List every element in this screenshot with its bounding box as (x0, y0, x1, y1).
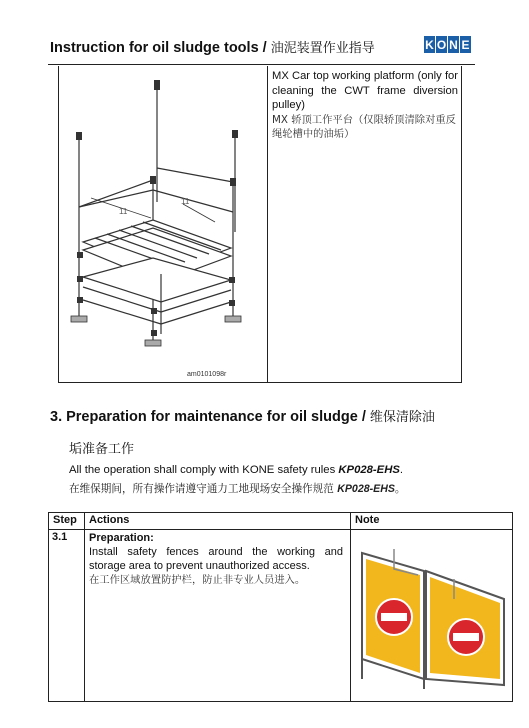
dim-label-left: 11 (119, 207, 128, 216)
header-note: Note (355, 514, 380, 526)
section-heading (50, 406, 435, 425)
column-divider (267, 66, 268, 382)
logo-letter: O (436, 37, 447, 52)
rule-code: KP028-EHS (338, 464, 400, 476)
safety-rule-en (69, 464, 403, 476)
description-en: MX Car top working platform (only for cleaning the CWT frame diversion pulley) (272, 70, 458, 112)
logo-letter: N (449, 37, 458, 52)
page-header-title (50, 37, 375, 56)
section-heading-cn-continued: 垢准备工作 (69, 442, 135, 457)
step-text-cn: 在工作区域放置防护栏，防止非专业人员进入。 (89, 574, 306, 586)
header-divider (48, 64, 475, 65)
step-number: 3.1 (52, 531, 68, 543)
column-divider (350, 513, 351, 701)
rule-code: KP028-EHS (337, 483, 395, 495)
logo-letter: E (461, 37, 470, 52)
figure-caption: am0101098r (187, 371, 227, 378)
description-cn: MX 轿顶工作平台（仅限轿顶清除对重反绳轮槽中的油垢） (272, 113, 456, 141)
safety-fence-illustration (354, 539, 508, 689)
steps-table (48, 512, 513, 702)
dim-label-right: 11 (181, 197, 190, 206)
safety-rule-cn (69, 481, 406, 496)
kone-logo (424, 36, 471, 53)
rule-cn-end: 。 (394, 483, 406, 495)
step-title: Preparation: (89, 532, 154, 544)
step-actions (85, 530, 347, 588)
rule-cn-text: 在维保期间，所有操作请遵守通力工地现场安全操作规范 (69, 483, 334, 495)
header-step: Step (53, 514, 77, 526)
rule-en-end: . (399, 464, 404, 476)
step-text-en: Install safety fences around the working and storage area to prevent unauthorized access. (89, 546, 343, 572)
car-top-platform-illustration (63, 72, 263, 378)
section-heading-cn: 维保清除油 (369, 410, 435, 425)
table-header-row (49, 513, 512, 530)
platform-description (272, 69, 458, 142)
section-heading-en: 3. Preparation for maintenance for oil sludge / (50, 409, 366, 425)
rule-en-text: All the operation shall comply with KONE safety rules (69, 464, 336, 476)
header-title-cn: 油泥装置作业指导 (270, 41, 375, 56)
header-title-en: Instruction for oil sludge tools / (50, 40, 267, 56)
platform-figure-table (58, 66, 462, 383)
header-actions: Actions (89, 514, 130, 526)
logo-letter: K (425, 37, 434, 52)
